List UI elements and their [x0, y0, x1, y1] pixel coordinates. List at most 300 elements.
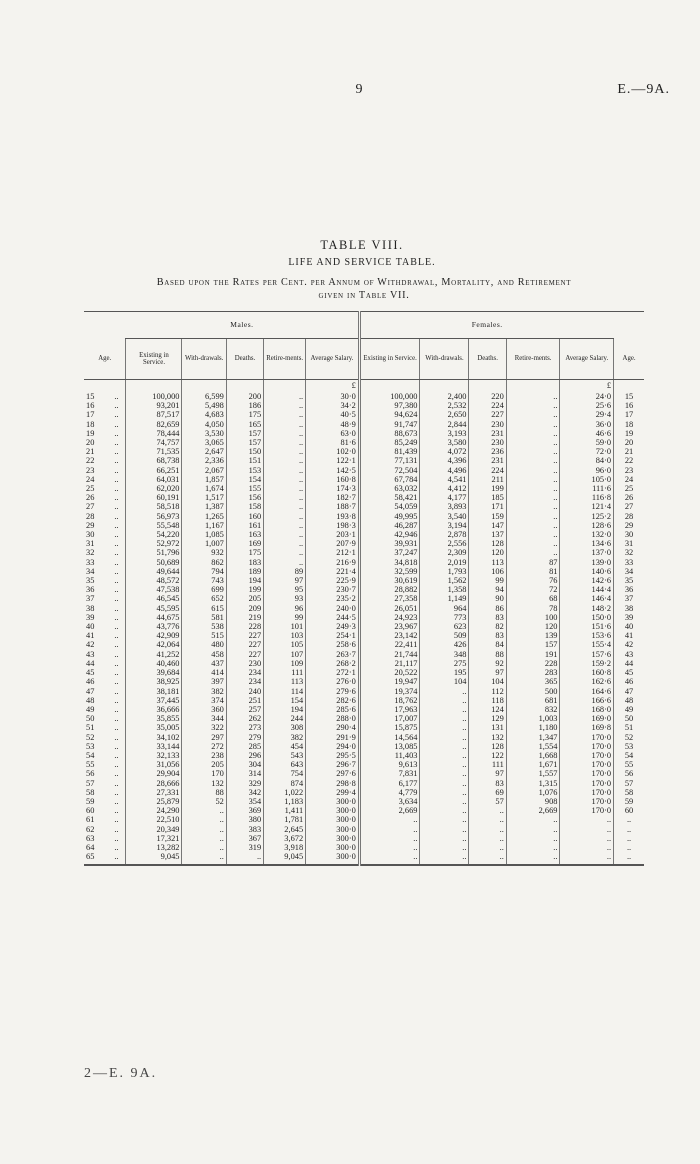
cell-existing-females: 100,000: [359, 392, 420, 401]
table-row: [84, 825, 644, 834]
cell-retirements-males: 107: [264, 650, 306, 659]
cell-age-dots: ..: [107, 640, 126, 649]
cell-salary-females: 128·6: [560, 521, 614, 530]
cell-age-dots: ..: [107, 401, 126, 410]
cell-existing-females: 27,358: [359, 594, 420, 603]
basis-line-1: Based upon the Rates per Cent. per Annum of Withdrawal, Mortality, and Retirement: [156, 277, 572, 288]
table-row: [84, 733, 644, 742]
cell-withdrawals-females: 3,194: [420, 521, 469, 530]
cell-retirements-males: 543: [264, 751, 306, 760]
cell-deaths-males: 380: [226, 815, 263, 824]
cell-deaths-females: ..: [469, 815, 506, 824]
cell-age-right: 51: [624, 723, 634, 733]
cell-age-dots: ..: [107, 512, 126, 521]
cell-salary-males: 254·1: [306, 631, 360, 640]
cell-existing-males: 56,973: [126, 512, 182, 521]
cell-age: 29: [86, 520, 95, 530]
cell-deaths-females: 83: [469, 613, 506, 622]
cell-age: 16: [86, 401, 95, 411]
cell-existing-females: 14,564: [359, 733, 420, 742]
cell-deaths-females: 128: [469, 742, 506, 751]
unit-pound-males: £: [306, 380, 360, 393]
cell-deaths-males: 296: [226, 751, 263, 760]
cell-age-dots: ..: [107, 751, 126, 760]
cell-salary-males: 294·0: [306, 742, 360, 751]
cell-retirements-males: 382: [264, 733, 306, 742]
cell-existing-females: 58,421: [359, 493, 420, 502]
cell-age: 57: [86, 778, 95, 788]
table-row: [84, 466, 644, 475]
cell-deaths-females: 199: [469, 484, 506, 493]
cell-age: 60: [86, 806, 95, 816]
cell-withdrawals-females: 2,844: [420, 420, 469, 429]
cell-age-right: 48: [624, 695, 634, 705]
cell-age-dots: ..: [107, 530, 126, 539]
cell-retirements-males: 3,918: [264, 843, 306, 852]
cell-retirements-females: ..: [506, 843, 560, 852]
cell-existing-females: 2,669: [359, 806, 420, 815]
cell-age-dots: ..: [107, 733, 126, 742]
cell-withdrawals-females: ..: [420, 696, 469, 705]
cell-withdrawals-males: 397: [182, 677, 226, 686]
cell-withdrawals-females: 773: [420, 613, 469, 622]
cell-salary-females: 157·6: [560, 650, 614, 659]
cell-age-dots: ..: [107, 567, 126, 576]
cell-age: 22: [86, 456, 95, 466]
cell-retirements-females: ..: [506, 825, 560, 834]
cell-deaths-males: 156: [226, 493, 263, 502]
cell-age-right: 53: [624, 741, 634, 751]
cell-withdrawals-females: 4,177: [420, 493, 469, 502]
cell-retirements-females: 832: [506, 705, 560, 714]
cell-salary-males: 34·2: [306, 401, 360, 410]
cell-salary-males: 300·0: [306, 806, 360, 815]
table-row: [84, 696, 644, 705]
cell-existing-females: 72,504: [359, 466, 420, 475]
cell-salary-females: 46·6: [560, 429, 614, 438]
cell-existing-males: 20,349: [126, 825, 182, 834]
cell-existing-females: 13,085: [359, 742, 420, 751]
cell-withdrawals-males: 1,167: [182, 521, 226, 530]
cell-age-dots: ..: [107, 815, 126, 824]
cell-existing-females: 32,599: [359, 567, 420, 576]
table-subtitle: LIFE AND SERVICE TABLE.: [288, 257, 436, 268]
cell-deaths-females: 118: [469, 696, 506, 705]
cell-withdrawals-males: ..: [182, 825, 226, 834]
cell-age-right: 28: [624, 511, 634, 521]
cell-existing-males: 34,102: [126, 733, 182, 742]
cell-salary-females: 160·8: [560, 668, 614, 677]
cell-age-dots: ..: [107, 447, 126, 456]
cell-retirements-females: 100: [506, 613, 560, 622]
cell-existing-females: 17,007: [359, 714, 420, 723]
cell-existing-males: 60,191: [126, 493, 182, 502]
cell-age: 30: [86, 530, 95, 540]
cell-deaths-males: 257: [226, 705, 263, 714]
cell-existing-males: 47,538: [126, 585, 182, 594]
cell-deaths-males: 194: [226, 576, 263, 585]
cell-withdrawals-males: 414: [182, 668, 226, 677]
cell-withdrawals-males: 652: [182, 594, 226, 603]
cell-retirements-males: ..: [264, 484, 306, 493]
table-row: [84, 815, 644, 824]
cell-withdrawals-females: ..: [420, 733, 469, 742]
cell-withdrawals-females: ..: [420, 779, 469, 788]
cell-withdrawals-females: 623: [420, 622, 469, 631]
cell-salary-males: 225·9: [306, 576, 360, 585]
cell-withdrawals-males: 3,065: [182, 438, 226, 447]
cell-existing-males: 52,972: [126, 539, 182, 548]
cell-retirements-females: ..: [506, 456, 560, 465]
cell-withdrawals-females: 3,893: [420, 502, 469, 511]
table-title: TABLE VIII.: [320, 238, 404, 252]
cell-deaths-males: 163: [226, 530, 263, 539]
cell-existing-females: ..: [359, 843, 420, 852]
cell-age-right: 45: [624, 668, 634, 678]
cell-withdrawals-females: 2,650: [420, 410, 469, 419]
cell-withdrawals-males: 615: [182, 604, 226, 613]
cell-withdrawals-males: 344: [182, 714, 226, 723]
cell-retirements-males: 101: [264, 622, 306, 631]
cell-age: 36: [86, 585, 95, 595]
cell-deaths-males: 157: [226, 438, 263, 447]
page-footer-signature: 2—E. 9A.: [84, 1066, 158, 1081]
cell-deaths-males: 314: [226, 769, 263, 778]
cell-salary-males: 290·4: [306, 723, 360, 732]
cell-age: 17: [86, 410, 95, 420]
cell-salary-males: 282·6: [306, 696, 360, 705]
cell-retirements-females: ..: [506, 420, 560, 429]
cell-age-dots: ..: [107, 438, 126, 447]
cell-retirements-males: 97: [264, 576, 306, 585]
cell-deaths-females: 122: [469, 751, 506, 760]
cell-existing-males: 41,252: [126, 650, 182, 659]
cell-deaths-females: 236: [469, 447, 506, 456]
cell-withdrawals-females: 1,358: [420, 585, 469, 594]
cell-age-dots: ..: [107, 539, 126, 548]
cell-withdrawals-males: 297: [182, 733, 226, 742]
cell-salary-females: 168·0: [560, 705, 614, 714]
table-row: [84, 401, 644, 410]
cell-retirements-males: 109: [264, 659, 306, 668]
cell-age-dots: ..: [107, 696, 126, 705]
header-salary-males: Average Salary.: [306, 339, 360, 380]
cell-withdrawals-females: 2,532: [420, 401, 469, 410]
cell-existing-females: 15,875: [359, 723, 420, 732]
cell-salary-males: 285·6: [306, 705, 360, 714]
cell-age: 59: [86, 796, 95, 806]
cell-existing-males: 28,666: [126, 779, 182, 788]
cell-deaths-females: 104: [469, 677, 506, 686]
cell-salary-females: 121·4: [560, 502, 614, 511]
cell-retirements-females: 68: [506, 594, 560, 603]
cell-age-right: ..: [626, 815, 632, 825]
cell-retirements-males: 454: [264, 742, 306, 751]
cell-withdrawals-males: 458: [182, 650, 226, 659]
cell-age-dots: ..: [107, 806, 126, 815]
cell-withdrawals-females: ..: [420, 742, 469, 751]
cell-age-right: 16: [624, 401, 634, 411]
group-header-females: Females.: [359, 312, 613, 339]
cell-salary-males: 81·6: [306, 438, 360, 447]
table-row: [84, 567, 644, 576]
cell-withdrawals-males: 238: [182, 751, 226, 760]
cell-age: 27: [86, 502, 95, 512]
cell-existing-males: 22,510: [126, 815, 182, 824]
cell-salary-males: 160·8: [306, 475, 360, 484]
cell-deaths-females: 159: [469, 512, 506, 521]
cell-deaths-males: 154: [226, 475, 263, 484]
cell-existing-females: ..: [359, 825, 420, 834]
cell-salary-males: 295·5: [306, 751, 360, 760]
cell-existing-males: 9,045: [126, 852, 182, 865]
cell-age-dots: ..: [107, 548, 126, 557]
table-row: [84, 806, 644, 815]
cell-deaths-males: 219: [226, 613, 263, 622]
table-row: [84, 677, 644, 686]
cell-deaths-females: 88: [469, 650, 506, 659]
cell-salary-females: 105·0: [560, 475, 614, 484]
table-row: [84, 797, 644, 806]
cell-retirements-males: ..: [264, 447, 306, 456]
cell-withdrawals-females: 964: [420, 604, 469, 613]
cell-age-dots: ..: [107, 493, 126, 502]
cell-retirements-males: ..: [264, 521, 306, 530]
cell-existing-males: 29,904: [126, 769, 182, 778]
cell-retirements-males: ..: [264, 438, 306, 447]
cell-retirements-males: ..: [264, 493, 306, 502]
cell-retirements-females: 78: [506, 604, 560, 613]
cell-existing-males: 55,548: [126, 521, 182, 530]
cell-age-right: 36: [624, 585, 634, 595]
cell-existing-females: 42,946: [359, 530, 420, 539]
cell-deaths-females: 227: [469, 410, 506, 419]
table-row: [84, 613, 644, 622]
cell-withdrawals-females: ..: [420, 825, 469, 834]
table-row: [84, 576, 644, 585]
cell-withdrawals-females: 4,496: [420, 466, 469, 475]
cell-deaths-males: 186: [226, 401, 263, 410]
cell-salary-females: 159·2: [560, 659, 614, 668]
cell-age: 18: [86, 419, 95, 429]
cell-deaths-males: 230: [226, 659, 263, 668]
cell-retirements-females: 365: [506, 677, 560, 686]
cell-retirements-males: ..: [264, 512, 306, 521]
cell-existing-males: 39,684: [126, 668, 182, 677]
cell-salary-males: 212·1: [306, 548, 360, 557]
cell-retirements-females: 1,557: [506, 769, 560, 778]
cell-retirements-females: ..: [506, 539, 560, 548]
cell-age: 48: [86, 695, 95, 705]
cell-existing-females: 94,624: [359, 410, 420, 419]
cell-deaths-females: ..: [469, 806, 506, 815]
cell-existing-males: 43,776: [126, 622, 182, 631]
cell-age: 24: [86, 474, 95, 484]
cell-salary-males: 299·4: [306, 788, 360, 797]
cell-retirements-females: 81: [506, 567, 560, 576]
cell-deaths-males: 199: [226, 585, 263, 594]
cell-deaths-females: 97: [469, 769, 506, 778]
table-row: [84, 512, 644, 521]
table-row: [84, 530, 644, 539]
cell-existing-males: 32,133: [126, 751, 182, 760]
cell-salary-males: 288·0: [306, 714, 360, 723]
cell-existing-females: ..: [359, 815, 420, 824]
cell-age-right: 58: [624, 787, 634, 797]
cell-deaths-males: 150: [226, 447, 263, 456]
cell-withdrawals-males: 1,007: [182, 539, 226, 548]
cell-retirements-males: ..: [264, 548, 306, 557]
cell-salary-females: 170·0: [560, 769, 614, 778]
header-deaths-females: Deaths.: [469, 339, 506, 380]
cell-salary-males: 300·0: [306, 852, 360, 865]
cell-deaths-males: 319: [226, 843, 263, 852]
cell-withdrawals-males: 5,498: [182, 401, 226, 410]
cell-age-dots: ..: [107, 466, 126, 475]
table-row: [84, 429, 644, 438]
cell-age-right: 49: [624, 704, 634, 714]
table-row: [84, 594, 644, 603]
cell-retirements-males: 643: [264, 760, 306, 769]
table-row: [84, 456, 644, 465]
cell-retirements-males: ..: [264, 475, 306, 484]
cell-salary-males: 300·0: [306, 834, 360, 843]
cell-withdrawals-females: 275: [420, 659, 469, 668]
cell-deaths-females: 84: [469, 640, 506, 649]
cell-existing-males: 37,445: [126, 696, 182, 705]
cell-retirements-females: 908: [506, 797, 560, 806]
cell-retirements-females: 76: [506, 576, 560, 585]
cell-age-right: 15: [624, 392, 634, 401]
header-withdrawals-males: With-drawals.: [182, 339, 226, 380]
page-number: 9: [355, 82, 363, 97]
cell-withdrawals-females: ..: [420, 687, 469, 696]
cell-age: 55: [86, 760, 95, 770]
cell-deaths-females: 111: [469, 760, 506, 769]
cell-withdrawals-males: 2,647: [182, 447, 226, 456]
cell-salary-females: 96·0: [560, 466, 614, 475]
cell-salary-males: 216·9: [306, 558, 360, 567]
cell-withdrawals-males: 1,857: [182, 475, 226, 484]
cell-deaths-females: 224: [469, 401, 506, 410]
cell-retirements-females: ..: [506, 502, 560, 511]
cell-age-right: 34: [624, 566, 634, 576]
cell-withdrawals-females: ..: [420, 714, 469, 723]
cell-deaths-females: 220: [469, 392, 506, 401]
cell-deaths-females: 99: [469, 576, 506, 585]
cell-existing-males: 49,644: [126, 567, 182, 576]
cell-withdrawals-males: 272: [182, 742, 226, 751]
cell-existing-males: 13,282: [126, 843, 182, 852]
basis-line-2: given in Table VII.: [318, 290, 410, 301]
cell-age-dots: ..: [107, 594, 126, 603]
cell-withdrawals-males: 6,599: [182, 392, 226, 401]
cell-retirements-males: 1,411: [264, 806, 306, 815]
cell-age: 63: [86, 833, 95, 843]
cell-existing-females: 30,619: [359, 576, 420, 585]
cell-withdrawals-females: ..: [420, 760, 469, 769]
cell-deaths-males: 227: [226, 650, 263, 659]
cell-salary-females: 59·0: [560, 438, 614, 447]
cell-withdrawals-females: 1,793: [420, 567, 469, 576]
cell-existing-females: 88,673: [359, 429, 420, 438]
cell-deaths-males: 228: [226, 622, 263, 631]
cell-retirements-males: 308: [264, 723, 306, 732]
cell-retirements-females: 228: [506, 659, 560, 668]
cell-deaths-females: 129: [469, 714, 506, 723]
cell-age-right: 25: [624, 484, 634, 494]
cell-retirements-females: ..: [506, 447, 560, 456]
cell-retirements-females: ..: [506, 530, 560, 539]
cell-age: 52: [86, 732, 95, 742]
cell-existing-males: 78,444: [126, 429, 182, 438]
cell-existing-females: 39,931: [359, 539, 420, 548]
table-row: [84, 760, 644, 769]
cell-existing-females: 3,634: [359, 797, 420, 806]
cell-salary-males: 40·5: [306, 410, 360, 419]
cell-deaths-males: 151: [226, 456, 263, 465]
cell-withdrawals-males: 538: [182, 622, 226, 631]
cell-withdrawals-males: 1,387: [182, 502, 226, 511]
cell-existing-males: 17,321: [126, 834, 182, 843]
cell-retirements-females: 500: [506, 687, 560, 696]
cell-retirements-males: 105: [264, 640, 306, 649]
cell-age-right: 27: [624, 502, 634, 512]
cell-deaths-females: 147: [469, 521, 506, 530]
cell-deaths-females: ..: [469, 852, 506, 865]
cell-retirements-females: ..: [506, 512, 560, 521]
cell-retirements-females: ..: [506, 410, 560, 419]
cell-age-right: 21: [624, 447, 634, 457]
cell-existing-males: 87,517: [126, 410, 182, 419]
cell-deaths-females: 224: [469, 466, 506, 475]
cell-age-dots: ..: [107, 760, 126, 769]
header-age-right: Age.: [614, 339, 644, 380]
cell-retirements-females: 681: [506, 696, 560, 705]
cell-age: 53: [86, 741, 95, 751]
cell-withdrawals-females: 2,019: [420, 558, 469, 567]
cell-retirements-males: ..: [264, 456, 306, 465]
cell-age: 20: [86, 438, 95, 448]
cell-age: 25: [86, 484, 95, 494]
cell-salary-females: 72·0: [560, 447, 614, 456]
cell-deaths-males: 234: [226, 677, 263, 686]
cell-existing-females: 49,995: [359, 512, 420, 521]
cell-retirements-males: 194: [264, 705, 306, 714]
cell-age-dots: ..: [107, 834, 126, 843]
cell-salary-females: 170·0: [560, 751, 614, 760]
cell-existing-males: 51,796: [126, 548, 182, 557]
cell-deaths-females: 113: [469, 558, 506, 567]
cell-deaths-females: 185: [469, 493, 506, 502]
cell-age-right: 35: [624, 576, 634, 586]
table-row: [84, 714, 644, 723]
cell-deaths-females: 90: [469, 594, 506, 603]
cell-withdrawals-males: 360: [182, 705, 226, 714]
cell-withdrawals-males: 52: [182, 797, 226, 806]
cell-deaths-females: 69: [469, 788, 506, 797]
cell-age-right: 54: [624, 750, 634, 760]
cell-existing-females: 46,287: [359, 521, 420, 530]
cell-existing-females: 9,613: [359, 760, 420, 769]
cell-age-dots: ..: [107, 631, 126, 640]
cell-withdrawals-females: ..: [420, 843, 469, 852]
cell-age: 19: [86, 428, 95, 438]
cell-age-dots: ..: [107, 659, 126, 668]
cell-retirements-males: 244: [264, 714, 306, 723]
cell-withdrawals-females: 4,412: [420, 484, 469, 493]
cell-age: 43: [86, 649, 95, 659]
